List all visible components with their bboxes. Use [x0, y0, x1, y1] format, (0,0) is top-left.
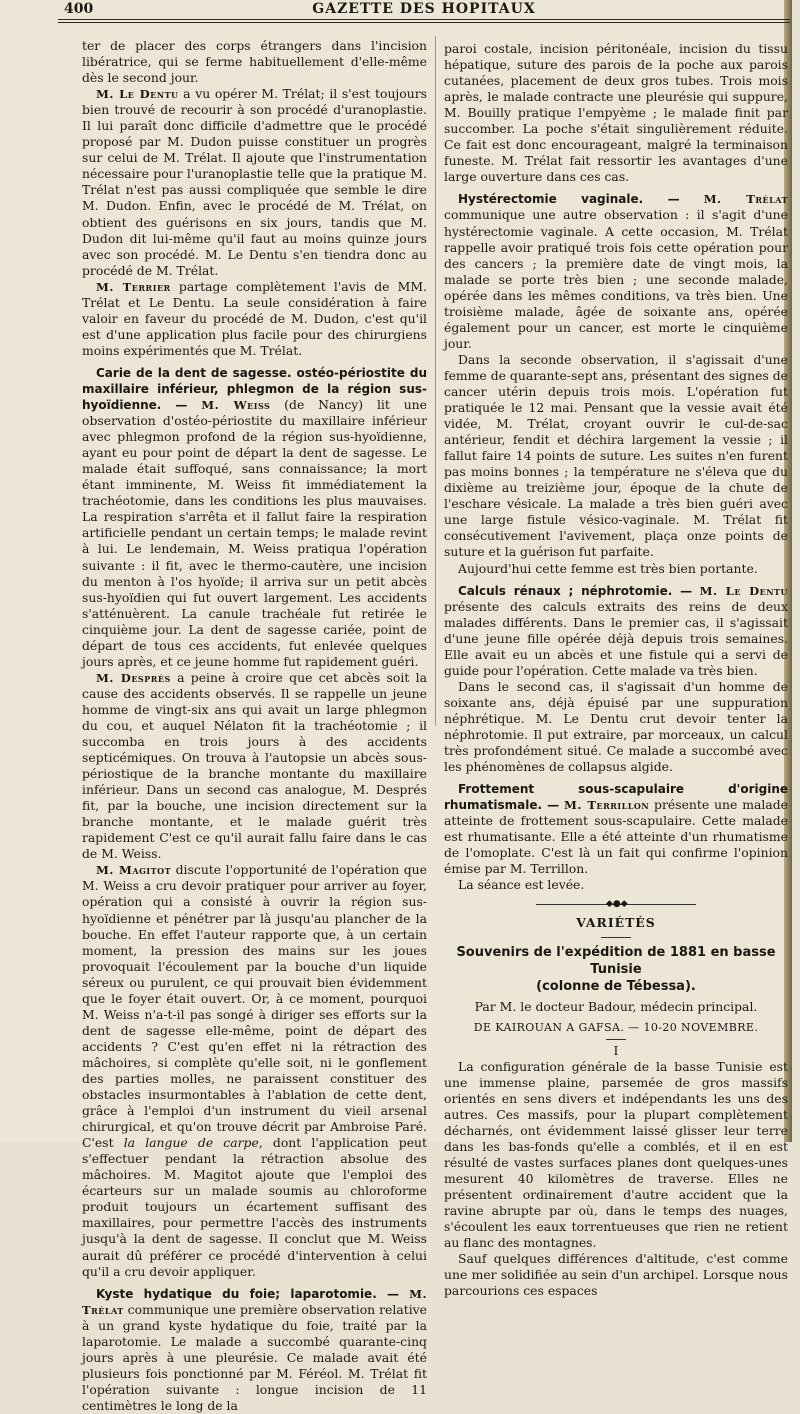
header-rule-top	[58, 19, 790, 20]
section-title: VARIÉTÉS	[576, 915, 656, 931]
paragraph: Sauf quelques différences d'altitude, c'est comme une mer solidifiée au sein d'un archipel. Lorsque nous parcourions ces espaces	[444, 1251, 788, 1299]
column-separator	[435, 36, 436, 726]
paragraph	[444, 583, 788, 679]
paragraph: Aujourd'hui cette femme est très bien portante.	[458, 560, 758, 576]
page-number: 400	[64, 1, 94, 17]
page-header	[58, 0, 790, 18]
section-heading: Frottement sous-scapulaire d'origine rhumatismale. —	[444, 782, 788, 813]
paragraph	[82, 670, 427, 863]
paragraph	[82, 1286, 427, 1414]
paragraph-text: communique une autre observation : il s'agit d'une hystérectomie vaginale. A cette occasion, M. Trélat rappelle avoir pratiqué trois fois cette opération pour des cancers ; la première date de vingt mois, la malade se porte très bien ; une seconde malade, opérée dans les mêmes conditions, va très bien. Une troisième malade, âgée de soixante ans, opérée également pour un cancer, est morte le cinquième jour.	[444, 207, 788, 351]
paragraph: Dans le second cas, il s'agissait d'un homme de soixante ans, déjà épuisé par une suppuration néphrétique. M. Le Dentu crut devoir tenter la néphrotomie. Il put extraire, par morceaux, un calcul très profondément situé. Ce malade a succombé avec les phénomènes de collapsus algide.	[444, 678, 788, 775]
speaker-name: M. Magitot	[96, 863, 172, 878]
section-heading: Hystérectomie vaginale. —	[458, 192, 680, 207]
right-column	[444, 41, 788, 1299]
short-rule	[606, 1039, 626, 1040]
paragraph-text: présente des calculs extraits des reins de deux malades différents. Dans le premier cas, il s'agissait d'une jeune fille opérée déjà depuis trois semaines. Elle avait eu un abcès et une fistule qui a servi de guide pour l'opération. Cette malade va très bien.	[444, 598, 788, 678]
paragraph	[82, 365, 427, 670]
paragraph-text: présente une malade atteinte de frottement sous-scapulaire. Cette malade est rhumatisante. Elle a été atteinte d'un rhumatisme de l'omoplate. C'est là un fait qui confirme l'opinion émise par M. Terrillon.	[444, 797, 788, 877]
speaker-name: M. Trélat	[82, 1286, 427, 1317]
paragraph	[82, 86, 427, 279]
paragraph: ter de placer des corps étrangers dans l'incision libératrice, qui se ferme habituellement d'elle-même dès le second jour.	[82, 38, 427, 86]
paragraph	[82, 279, 427, 359]
speaker-name: M. Le Dentu	[699, 583, 788, 598]
paragraph-text: a vu opérer M. Trélat; il s'est toujours bien trouvé de recourir à son procédé d'uranoplastie. Il lui paraît donc difficile d'admettre que le procédé proposé par M. Dudon puisse constituer un progrès sur celui de M. Trélat. Il ajoute que l'instrumentation nécessaire pour l'uranoplastie telle que la pratique M. Trélat n'est pas aussi compliquée que semble le dire M. Dudon. Enfin, avec le procédé de M. Trélat, on obtient des guérisons en six jours, tandis que M. Dudon dit lui-même qu'il faut au moins quinze jours avec son procédé. M. Le Dentu s'en tiendra donc au procédé de M. Trélat.	[82, 86, 427, 278]
speaker-name: M. Trélat	[703, 192, 788, 207]
ornamental-divider: ◆●◆	[444, 899, 788, 909]
paragraph: La configuration générale de la basse Tunisie est une immense plaine, parsemée de gros massifs orientés en sens divers et indépendants les uns des autres. Ces massifs, pour la plupart complètement décharnés, ont évidemment laissé glisser leur terre dans les bas-fonds qu'elle a comblés, et il en est résulté de vastes surfaces planes dont quelques-unes mesurent 40 kilomètres de traverse. Elles ne présentent ordinairement d'autre accident que la ravine abrupte par où, dans le temps des nuages, s'écoulent les eaux torrentueuses que rien ne retient au flanc des montagnes.	[444, 1058, 788, 1251]
paragraph	[82, 862, 427, 1279]
section-heading: Calculs rénaux ; néphrotomie. —	[458, 583, 693, 598]
paragraph-text: (de Nancy) lit une observation d'ostéo-périostite du maxillaire inférieur avec phlegmon profond de la région sus-hyoïdienne, ayant eu pour point de départ la dent de sagesse. Le malade était suffoqué, sans connaissance; la mort étant imminente, M. Weiss fit immédiatement la trachéotomie, dans les conditions les plus mauvaises. La respiration s'arrêta et il fallut faire la respiration artificielle pendant un certain temps; le malade revint à lui. Le lendemain, M. Weiss pratiqua l'opération suivante : il fit, avec le thermo-cautère, une incision du menton à l'os hyoïde; il arriva sur un petit abcès sus-hyoïdien qui fut ouvert largement. Les accidents s'atténuèrent. La canule trachéale fut retirée le cinquième jour. La dent de sagesse cariée, point de départ de tous ces accidents, fut enlevée quelques jours après, et ce jeune homme fut rapidement guéri.	[82, 397, 427, 669]
section-heading: Kyste hydatique du foie; laparotomie. —	[96, 1286, 400, 1301]
paragraph: La séance est levée.	[458, 877, 585, 893]
byline: Par M. le docteur Badour, médecin principal.	[474, 999, 758, 1015]
paragraph	[444, 781, 788, 877]
paragraph-text: a peine à croire que cet abcès soit la cause des accidents observés. Il se rappelle un jeune homme de vingt-six ans qui avait un large phlegmon du cou, et auquel Nélaton fit la trachéotomie ; il succomba en trois jours à des accidents septicémiques. On trouva à l'autopsie un abcès sous-périostique de la branche montante du maxillaire inférieur. Dans un second cas analogue, M. Després fit, par la bouche, une incision directement sur la branche montante, et le malade guérit très rapidement C'est ce qu'il aurait fallu faire dans le cas de M. Weiss.	[82, 669, 427, 862]
journal-title: GAZETTE DES HOPITAUX	[312, 1, 536, 17]
paragraph	[444, 191, 788, 351]
roman-numeral: I	[613, 1042, 619, 1058]
paragraph-text: discute l'opportunité de l'opération que M. Weiss a cru devoir pratiquer pour arriver au foyer, opération qui a consisté à ouvrir la région sus-hyoïdienne et pénétrer par là jusqu'au plancher de la bouche. En effet l'auteur rapporte que, à un certain moment, la pression des mains sur les joues provoquait l'écoulement par la bouche d'un liquide séreux ou purulent, ce qui prouvait bien évidemment que le foyer était ouvert. Or, à ce moment, pourquoi M. Weiss n'a-t-il pas songé à diriger ses efforts sur la dent de sagesse elle-même, point de départ des accidents ? C'est qu'en effet ni la rétraction des mâchoires, si complète qu'elle soit, ni le gonflement des parties molles, ne paraissent constituer des obstacles insurmontables à l'ablation de cette dent, grâce à l'emploi d'un instrument du vieil arsenal chirurgical, et qu'on trouve décrit par Ambroise Paré. C'est	[82, 862, 427, 1151]
speaker-name: M. Després	[96, 670, 171, 685]
paragraph: Dans la seconde observation, il s'agissait d'une femme de quarante-sept ans, présentant des signes de cancer utérin depuis trois mois. L'opération fut pratiquée le 12 mai. Pensant que la vessie avait été vidée, M. Trélat, croyant ouvrir le cul-de-sac antérieur, fendit et déchira largement la vessie ; il fallut faire 14 points de suture. Les suites n'en furent pas moins bonnes ; la température ne s'éleva que du dixième au treizième jour, époque de la chute de l'eschare vésicale. La malade a très bien guéri avec une large fistule vésico-vaginale. M. Trélat fit consécutivement l'avivement, plaça onze points de suture et la guérison fut parfaite.	[444, 351, 788, 560]
left-column	[82, 38, 427, 1414]
italic-term: la langue de carpe	[123, 1135, 259, 1151]
paragraph-text: , dont l'application peut s'effectuer pendant la rétraction absolue des mâchoires. M. Magitot ajoute que l'emploi des écarteurs sur un malade soumis au chloroforme produit toujours un écartement suffisant des maxillaires, pour permettre l'accès des instruments jusqu'à la dent de sagesse. Il conclut que M. Weiss aurait dû préférer ce procédé d'intervention à celui qu'il a cru devoir appliquer.	[82, 1135, 427, 1279]
dateline: DE KAIROUAN A GAFSA. — 10-20 NOVEMBRE.	[473, 1020, 759, 1034]
header-rule-bottom	[58, 22, 790, 23]
speaker-name: M. Terrier	[96, 279, 171, 294]
section-heading: Carie de la dent de sagesse. ostéo-périostite du maxillaire inférieur, phlegmon de la région sus-hyoïdienne. —	[82, 365, 427, 413]
short-rule	[601, 937, 631, 938]
article-title-line: (colonne de Tébessa).	[536, 979, 696, 995]
paragraph: paroi costale, incision péritonéale, incision du tissu hépatique, suture des parois de la poche aux parois cutanées, placement de deux gros tubes. Trois mois après, le malade contracte une pleurésie qui suppure, M. Bouilly pratique l'empyème ; le malade finit par succomber. La poche s'était singulièrement réduite. Ce fait est donc encourageant, malgré la terminaison funeste. M. Trélat fait ressortir les avantages d'une large ouverture dans ces cas.	[444, 41, 788, 185]
speaker-name: M. Le Dentu	[96, 87, 179, 102]
article-title-line: Souvenirs de l'expédition de 1881 en basse Tunisie	[456, 945, 776, 978]
speaker-name: M. Weiss	[201, 398, 271, 413]
paragraph-text: communique une première observation relative à un grand kyste hydatique du foie, traité par la laparotomie. Le malade a succombé quarante-cinq jours après à une pleurésie. Ce malade avait été plusieurs fois ponctionné par M. Féréol. M. Trélat fit l'opération suivante : longue incision de 11 centimètres le long de la	[82, 1301, 427, 1413]
speaker-name: M. Terrillon	[564, 798, 650, 813]
paragraph-text: partage complètement l'avis de MM. Trélat et Le Dentu. La seule considération à faire valoir en faveur du procédé de M. Dudon, c'est qu'il est d'une application plus facile pour des chirurgiens moins expérimentés que M. Trélat.	[82, 278, 427, 358]
